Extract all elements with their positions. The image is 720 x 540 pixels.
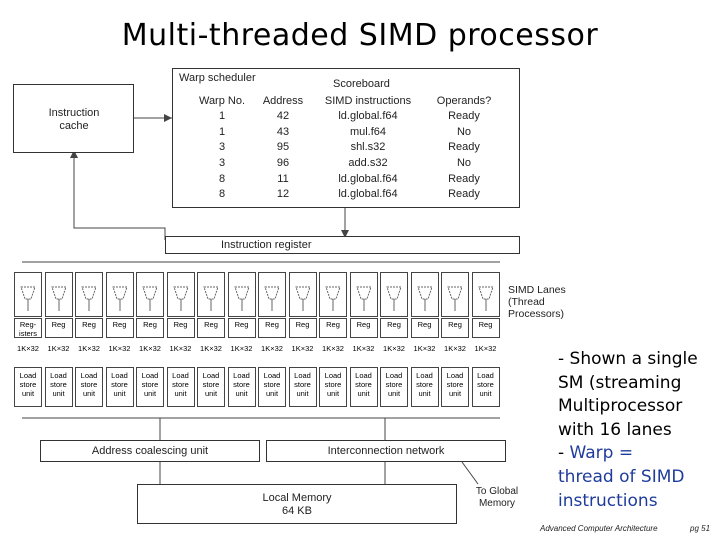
cell-operands: Ready xyxy=(448,141,480,154)
table-row xyxy=(191,186,505,202)
footer-page: pg 51 xyxy=(690,524,711,533)
slide-title: Multi-threaded SIMD processor xyxy=(121,18,599,53)
lane-register-label: Reg xyxy=(472,318,500,338)
bullet-dash: - xyxy=(558,443,570,464)
cell-address: 12 xyxy=(276,188,290,201)
load-store-unit: Load store unit xyxy=(319,367,347,407)
header-address: Address xyxy=(262,94,304,107)
table-row xyxy=(191,171,505,187)
simd-lane xyxy=(258,272,286,412)
lane-register-label: Reg xyxy=(106,318,134,338)
lane-register-label: Reg xyxy=(350,318,378,338)
lane-register-size: 1K×32 xyxy=(322,344,344,353)
lane-register-size: 1K×32 xyxy=(383,344,405,353)
interconnection-network xyxy=(266,440,506,462)
cell-operands: Ready xyxy=(448,172,480,185)
simd-lane xyxy=(411,272,439,412)
lane-register-label: Reg xyxy=(380,318,408,338)
lane-register-label: Reg xyxy=(167,318,195,338)
lane-register-size: 1K×32 xyxy=(413,344,436,353)
header-operands: Operands? xyxy=(436,94,492,107)
alu-icon xyxy=(258,272,286,317)
cell-warp: 8 xyxy=(218,172,226,185)
lane-register-size: 1K×32 xyxy=(230,344,253,353)
lane-register-size: 1K×32 xyxy=(108,344,131,353)
header-simd-instructions: SIMD instructions xyxy=(324,94,412,107)
load-store-unit: Load store unit xyxy=(167,367,195,407)
cell-address: 11 xyxy=(277,172,289,185)
alu-icon xyxy=(350,272,378,317)
header-warp-no: Warp No. xyxy=(198,94,246,107)
lane-register-size: 1K×32 xyxy=(444,344,466,353)
alu-icon xyxy=(441,272,469,317)
lane-register-label: Reg xyxy=(289,318,317,338)
cell-instruction: ld.global.f64 xyxy=(338,172,398,185)
simd-lane xyxy=(197,272,225,412)
load-store-unit: Load store unit xyxy=(45,367,73,407)
table-row xyxy=(191,139,505,155)
to-global-memory-label: To Global Memory xyxy=(475,486,519,509)
alu-icon xyxy=(289,272,317,317)
cell-operands: No xyxy=(456,156,472,169)
footer-course: Advanced Computer Architecture xyxy=(540,524,658,533)
slide-bullets xyxy=(558,348,718,513)
load-store-unit: Load store unit xyxy=(75,367,103,407)
lane-register-size: 1K×32 xyxy=(47,344,70,353)
lane-register-size: 1K×32 xyxy=(139,344,161,353)
cell-instruction: mul.f64 xyxy=(349,125,387,138)
alu-icon xyxy=(75,272,103,317)
simd-lane xyxy=(228,272,256,412)
lane-register-size: 1K×32 xyxy=(474,344,497,353)
load-store-unit: Load store unit xyxy=(380,367,408,407)
cell-address: 95 xyxy=(276,141,290,154)
alu-icon xyxy=(45,272,73,317)
alu-icon xyxy=(197,272,225,317)
bullet-warp xyxy=(558,442,718,466)
lane-register-label: Reg xyxy=(197,318,225,338)
load-store-unit: Load store unit xyxy=(14,367,42,407)
bullet-warp-term: Warp = xyxy=(569,443,634,464)
instruction-register-label: Instruction register xyxy=(221,239,312,251)
alu-icon xyxy=(380,272,408,317)
cell-warp: 3 xyxy=(218,141,226,154)
simd-lane xyxy=(350,272,378,412)
table-row xyxy=(191,124,505,140)
alu-icon xyxy=(14,272,42,317)
address-coalescing-label: Address coalescing unit xyxy=(91,445,209,457)
simd-lane xyxy=(289,272,317,412)
lane-register-size: 1K×32 xyxy=(291,344,314,353)
simd-lane xyxy=(106,272,134,412)
simd-lane xyxy=(75,272,103,412)
lane-register-size: 1K×32 xyxy=(17,344,39,353)
lane-register-label: Reg xyxy=(136,318,164,338)
lane-register-size: 1K×32 xyxy=(261,344,283,353)
load-store-unit: Load store unit xyxy=(350,367,378,407)
interconnection-label: Interconnection network xyxy=(327,445,445,457)
instruction-register xyxy=(165,236,520,254)
alu-icon xyxy=(136,272,164,317)
cell-instruction: ld.global.f64 xyxy=(338,188,398,201)
cell-operands: No xyxy=(456,125,472,138)
cell-instruction: add.s32 xyxy=(348,156,388,169)
load-store-unit: Load store unit xyxy=(411,367,439,407)
lane-register-label: Reg xyxy=(319,318,347,338)
cell-warp: 3 xyxy=(218,156,226,169)
simd-lane xyxy=(14,272,42,412)
address-coalescing-unit xyxy=(40,440,260,462)
alu-icon xyxy=(106,272,134,317)
load-store-unit: Load store unit xyxy=(228,367,256,407)
simd-lane xyxy=(167,272,195,412)
bullet-single-sm: - Shown a single SM (streaming Multiprocessor with 16 lanes xyxy=(558,349,698,440)
cell-address: 96 xyxy=(276,156,290,169)
local-memory-size: 64 KB xyxy=(282,505,312,517)
cell-address: 42 xyxy=(276,109,290,122)
lane-register-label: Reg-isters xyxy=(14,318,42,338)
cell-warp: 1 xyxy=(218,109,226,122)
cell-address: 43 xyxy=(276,125,290,138)
cell-warp: 8 xyxy=(218,188,226,201)
simd-lane xyxy=(380,272,408,412)
local-memory-label: Local Memory xyxy=(262,492,332,504)
simd-lane xyxy=(472,272,500,412)
table-row xyxy=(191,108,505,124)
lane-register-size: 1K×32 xyxy=(169,344,192,353)
alu-icon xyxy=(167,272,195,317)
load-store-unit: Load store unit xyxy=(289,367,317,407)
cell-operands: Ready xyxy=(448,188,480,201)
alu-icon xyxy=(411,272,439,317)
lane-register-label: Reg xyxy=(45,318,73,338)
cell-instruction: ld.global.f64 xyxy=(338,109,398,122)
lane-register-label: Reg xyxy=(441,318,469,338)
lane-register-size: 1K×32 xyxy=(78,344,100,353)
scoreboard-table xyxy=(191,93,505,202)
bullet-warp-definition: thread of SIMD instructions xyxy=(558,466,685,511)
alu-icon xyxy=(319,272,347,317)
table-row xyxy=(191,155,505,171)
simd-lane xyxy=(441,272,469,412)
load-store-unit: Load store unit xyxy=(136,367,164,407)
load-store-unit: Load store unit xyxy=(258,367,286,407)
lane-register-label: Reg xyxy=(411,318,439,338)
load-store-unit: Load store unit xyxy=(197,367,225,407)
load-store-unit: Load store unit xyxy=(106,367,134,407)
load-store-unit: Load store unit xyxy=(472,367,500,407)
simd-lanes-label: SIMD Lanes (Thread Processors) xyxy=(508,284,566,320)
load-store-unit: Load store unit xyxy=(441,367,469,407)
local-memory xyxy=(137,484,457,524)
simd-lane xyxy=(45,272,73,412)
lane-register-size: 1K×32 xyxy=(200,344,222,353)
lane-register-label: Reg xyxy=(228,318,256,338)
cell-warp: 1 xyxy=(218,125,226,138)
lane-register-size: 1K×32 xyxy=(352,344,375,353)
simd-lane xyxy=(319,272,347,412)
cell-instruction: shl.s32 xyxy=(350,141,386,154)
instruction-cache xyxy=(13,84,134,153)
lane-register-label: Reg xyxy=(258,318,286,338)
alu-icon xyxy=(472,272,500,317)
lane-register-label: Reg xyxy=(75,318,103,338)
simd-lane xyxy=(136,272,164,412)
scoreboard-label: Scoreboard xyxy=(333,78,390,90)
instruction-cache-label: Instruction cache xyxy=(48,107,100,132)
cell-operands: Ready xyxy=(448,109,480,122)
alu-icon xyxy=(228,272,256,317)
warp-scheduler-label: Warp scheduler xyxy=(179,72,256,84)
